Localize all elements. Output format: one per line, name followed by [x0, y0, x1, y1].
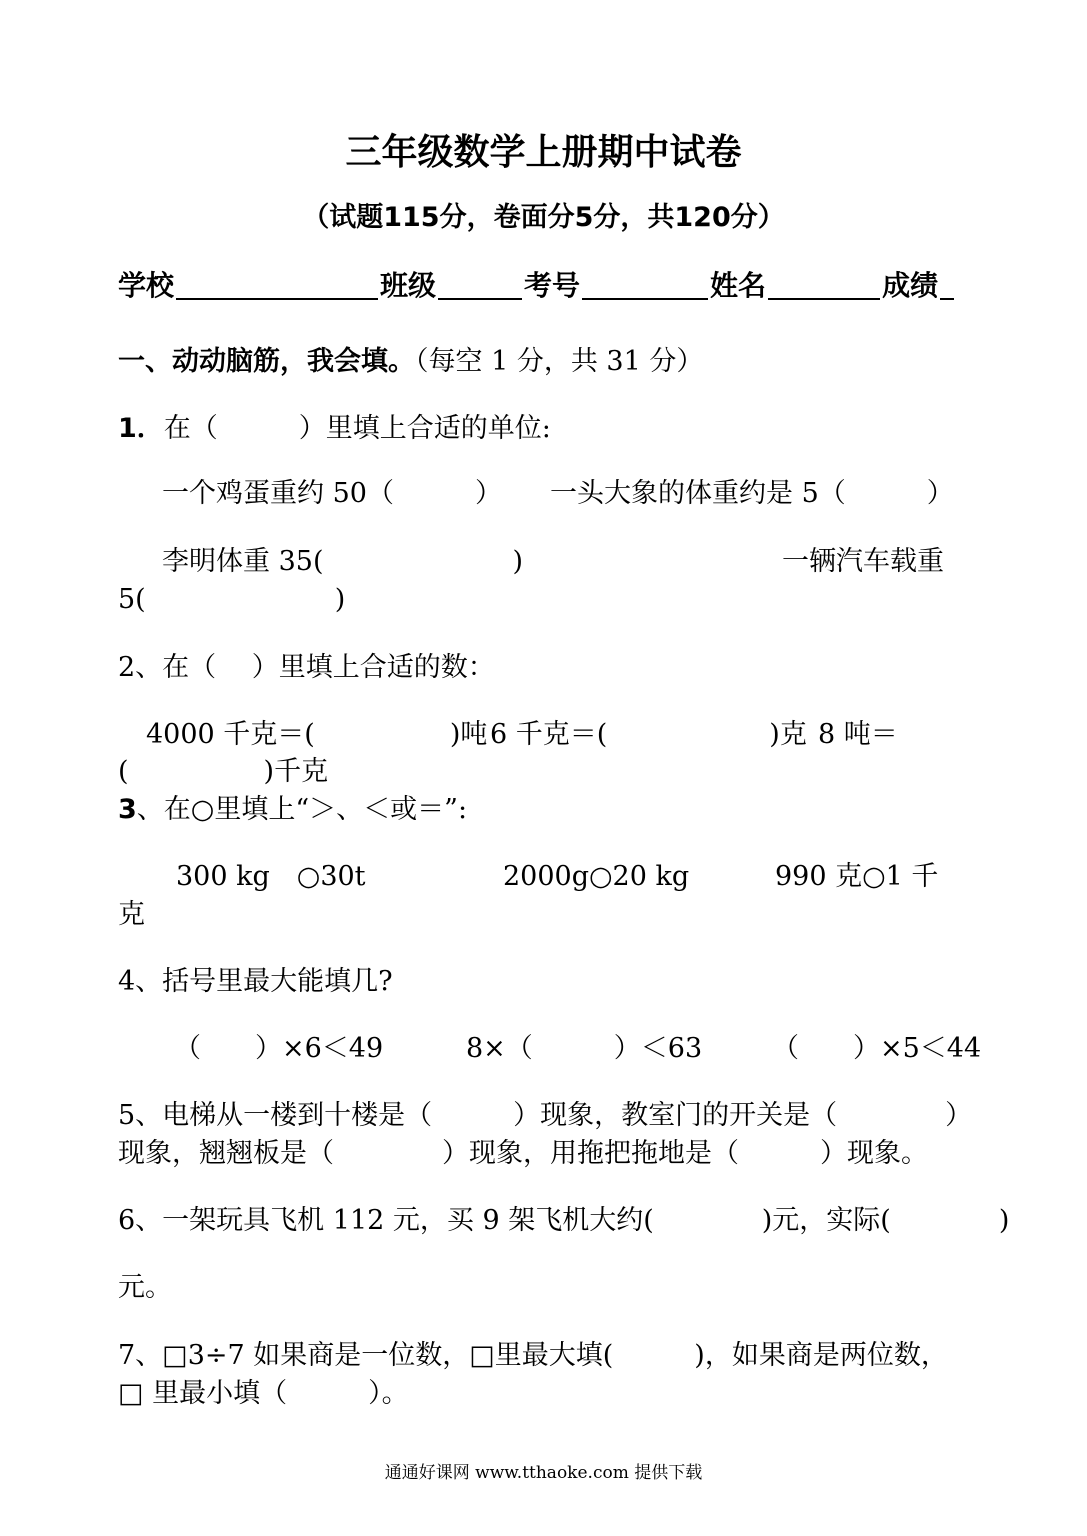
question-1-item-a: 一个鸡蛋重约 50（ ）: [162, 478, 502, 509]
question-1-item-d: 一辆汽车载重: [782, 546, 944, 577]
question-3-item-c-continued: 克: [118, 899, 145, 930]
student-info-row: [118, 264, 956, 304]
score-label: 成绩: [882, 269, 939, 302]
question-3-stem-line: [118, 792, 467, 828]
question-5-line-2: 现象，翘翘板是（ ）现象，用拖把拖地是（ ）现象。: [118, 1138, 928, 1169]
question-1-stem: 在（ ）里填上合适的单位:: [163, 413, 551, 444]
question-1-item-d-continued: 5( ): [118, 584, 346, 615]
class-label: 班级: [380, 269, 437, 302]
question-1-item-b: 一头大象的体重约是 5（ ）: [550, 478, 954, 509]
exam-title: 三年级数学上册期中试卷: [345, 132, 742, 173]
question-3-item-b: 2000g○20 kg: [503, 861, 690, 892]
question-6-line-1: 6、一架玩具飞机 112 元，买 9 架飞机大约( )元，实际( ): [118, 1205, 1010, 1236]
question-3-stem: 、在○里填上“＞、＜或＝”:: [136, 794, 468, 825]
name-blank[interactable]: [768, 268, 880, 300]
footer-download-credit: 通通好课网 www.tthaoke.com 提供下载: [384, 1463, 703, 1483]
school-blank[interactable]: [176, 268, 378, 300]
question-2-item-a: 4000 千克＝( )吨: [146, 719, 488, 750]
question-4-item-b: 8×（ ）＜63: [466, 1033, 703, 1064]
name-label: 姓名: [710, 269, 767, 302]
question-2-stem: 2、在（ ）里填上合适的数：: [118, 652, 495, 683]
question-7-line-1: 7、□3÷7 如果商是一位数，□里最大填( )，如果商是两位数，: [118, 1340, 948, 1371]
question-3-item-c: 990 克○1 千: [775, 861, 939, 892]
question-2-item-c-continued: ( )千克: [118, 756, 329, 787]
question-7-line-2: □ 里最小填（ ）。: [118, 1378, 409, 1409]
question-3-number: 3: [118, 794, 137, 825]
question-5-line-1: 5、电梯从一楼到十楼是（ ）现象，教室门的开关是（ ）: [118, 1100, 973, 1131]
question-2-item-b: 6 千克＝( )克: [490, 719, 807, 750]
section-1-heading-line: [118, 344, 703, 380]
score-blank[interactable]: [940, 268, 954, 300]
question-1-item-c: 李明体重 35( ): [162, 546, 524, 577]
section-1-note: （每空 1 分，共 31 分）: [415, 346, 704, 377]
question-4-item-c: （ ）×5＜44: [772, 1033, 982, 1064]
exam-number-label: 考号: [524, 269, 581, 302]
question-4-item-a: （ ）×6＜49: [174, 1033, 384, 1064]
question-6-line-2: 元。: [118, 1272, 172, 1303]
exam-subtitle: （试题115分，卷面分5分，共120分）: [302, 202, 785, 233]
section-1-heading: 一、动动脑筋，我会填。: [118, 346, 415, 377]
question-3-item-a: 300 kg ○30t: [176, 861, 366, 892]
exam-number-blank[interactable]: [582, 268, 708, 300]
question-4-stem: 4、括号里最大能填几?: [118, 966, 393, 997]
class-blank[interactable]: [438, 268, 522, 300]
school-label: 学校: [118, 269, 175, 302]
question-1-number: 1．: [118, 413, 164, 444]
question-1-stem-line: [118, 411, 551, 447]
question-2-item-c: 8 吨＝: [818, 719, 898, 750]
